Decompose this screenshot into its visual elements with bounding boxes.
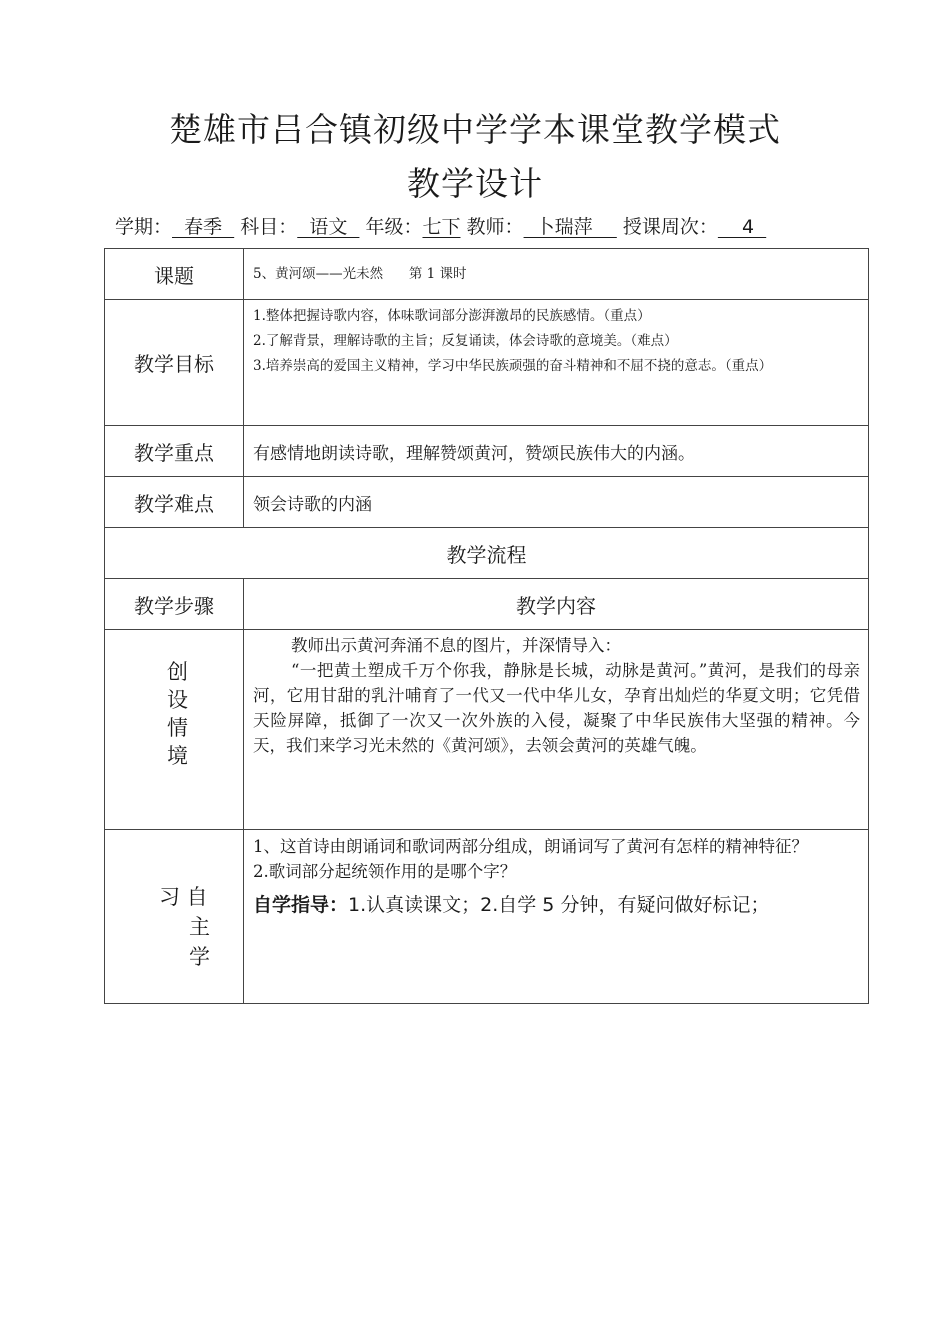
document-subtitle: 教学设计 — [407, 164, 543, 203]
grade-label: 年级： — [365, 216, 423, 238]
scene-intro: 教师出示黄河奔涌不息的图片，并深情导入： — [291, 636, 621, 655]
teacher-label: 教师： — [466, 216, 524, 238]
subject-value: 语文 — [297, 216, 360, 238]
term-label: 学期： — [115, 216, 173, 238]
scene-row — [105, 630, 869, 830]
steps-header-row — [105, 579, 869, 630]
scene-paragraph: “一把黄土塑成千万个你我，静脉是长城，动脉是黄河。”黄河，是我们的母亲河，它用甘甜的乳汁哺育了一代又一代中华儿女，孕育出灿烂的华夏文明；它凭借天险屏障，抵御了一次又一次外族的入侵，凝聚了中华民族伟大坚强的精神。今天，我们来学习光未然的《黄河颂》，去领会黄河的英雄气魄。 — [253, 661, 860, 755]
key-point-label: 教学重点 — [105, 426, 244, 477]
question-2: 2.歌词部分起统领作用的是哪个字？ — [253, 862, 517, 881]
week-label: 授课周次： — [622, 216, 718, 238]
study-guide — [253, 890, 860, 917]
flow-header: 教学流程 — [105, 528, 869, 579]
steps-label: 教学步骤 — [105, 579, 244, 630]
difficulty-value: 领会诗歌的内涵 — [244, 477, 869, 528]
key-point-row — [105, 426, 869, 477]
content-label: 教学内容 — [244, 579, 869, 630]
topic-label: 课题 — [105, 249, 244, 300]
topic-value: 5、黄河颂——光未然 第 1 课时 — [253, 265, 467, 282]
study-guide-text: 1.认真读课文；2.自学 5 分钟，有疑问做好标记； — [348, 894, 770, 916]
term-value: 春季 — [172, 216, 235, 238]
goals-row — [105, 300, 869, 426]
subject-label: 科目： — [240, 216, 298, 238]
teacher-value: 卜瑞萍 — [523, 216, 617, 238]
scene-label: 创 设 情 境 — [167, 660, 188, 768]
flow-header-row — [105, 528, 869, 579]
topic-row — [105, 249, 869, 300]
goals-label: 教学目标 — [105, 300, 244, 426]
difficulty-label: 教学难点 — [105, 477, 244, 528]
question-1: 1、这首诗由朗诵词和歌词两部分组成，朗诵词写了黄河有怎样的精神特征？ — [253, 837, 808, 856]
goal-item-1: 1.整体把握诗歌内容，体味歌词部分澎湃激昂的民族感情。（重点） — [253, 308, 651, 324]
goal-item-2: 2.了解背景，理解诗歌的主旨；反复诵读，体会诗歌的意境美。（难点） — [253, 333, 678, 349]
grade-value: 七下 — [422, 216, 461, 238]
goal-item-3: 3.培养崇高的爱国主义精神，学习中华民族顽强的奋斗精神和不屈不挠的意志。（重点） — [253, 358, 773, 374]
self-study-row — [105, 830, 869, 1004]
self-study-label: 习 自 主 学 — [159, 885, 210, 969]
difficulty-row — [105, 477, 869, 528]
week-value: 4 — [717, 216, 767, 238]
lesson-plan-table — [104, 248, 869, 1004]
key-point-value: 有感情地朗读诗歌，理解赞颂黄河，赞颂民族伟大的内涵。 — [244, 426, 869, 477]
meta-line — [115, 212, 766, 239]
document-title: 楚雄市吕合镇初级中学学本课堂教学模式 — [169, 110, 781, 149]
study-guide-label: 自学指导： — [253, 894, 349, 916]
